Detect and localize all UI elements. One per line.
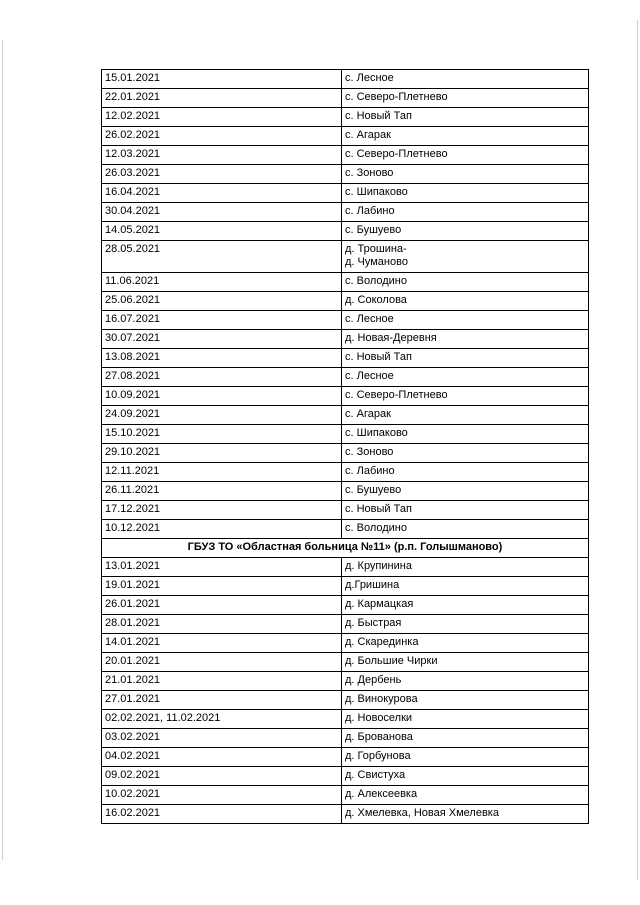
table-row — [102, 596, 589, 615]
settlement-name: с. Новый Тап — [345, 503, 412, 515]
settlement-cell — [342, 425, 589, 444]
table-row — [102, 108, 589, 127]
date-cell: 27.08.2021 — [102, 368, 342, 387]
settlement-name: с. Новый Тап — [345, 110, 412, 122]
table-row — [102, 615, 589, 634]
settlement-cell — [342, 748, 589, 767]
settlement-cell — [342, 165, 589, 184]
table-row — [102, 241, 589, 273]
scan-edge-left — [2, 40, 3, 860]
date-cell: 13.08.2021 — [102, 349, 342, 368]
hospital-section-title: ГБУЗ ТО «Областная больница №11» (р.п. Голышманово) — [102, 539, 589, 558]
table-row — [102, 387, 589, 406]
date-cell: 24.09.2021 — [102, 406, 342, 425]
date-cell: 25.06.2021 — [102, 292, 342, 311]
table-row — [102, 70, 589, 89]
date-cell: 03.02.2021 — [102, 729, 342, 748]
date-cell: 26.02.2021 — [102, 127, 342, 146]
table-row — [102, 634, 589, 653]
date-cell: 16.02.2021 — [102, 805, 342, 824]
settlement-name: с. Агарак — [345, 408, 391, 420]
settlement-cell — [342, 387, 589, 406]
settlement-name: д. Свистуха — [345, 769, 406, 781]
settlement-name: с. Лесное — [345, 313, 394, 325]
settlement-cell — [342, 634, 589, 653]
settlement-cell — [342, 127, 589, 146]
date-cell: 16.07.2021 — [102, 311, 342, 330]
date-cell: 17.12.2021 — [102, 501, 342, 520]
settlement-cell — [342, 710, 589, 729]
settlement-name: с. Володино — [345, 275, 407, 287]
scan-edge-right — [637, 20, 638, 880]
settlement-cell — [342, 691, 589, 710]
date-cell: 12.11.2021 — [102, 463, 342, 482]
table-row — [102, 558, 589, 577]
settlement-cell — [342, 292, 589, 311]
table-row — [102, 406, 589, 425]
settlement-name: с. Лесное — [345, 370, 394, 382]
settlement-name: с. Северо-Плетнево — [345, 389, 448, 401]
table-row — [102, 653, 589, 672]
settlement-cell — [342, 520, 589, 539]
settlement-cell — [342, 501, 589, 520]
settlement-cell — [342, 463, 589, 482]
table-row — [102, 273, 589, 292]
section-header-row — [102, 539, 589, 558]
schedule-table — [101, 69, 589, 824]
table-row — [102, 349, 589, 368]
date-cell: 13.01.2021 — [102, 558, 342, 577]
date-cell: 22.01.2021 — [102, 89, 342, 108]
settlement-cell — [342, 786, 589, 805]
settlement-name: д. Быстрая — [345, 617, 402, 629]
settlement-cell — [342, 482, 589, 501]
date-cell: 12.03.2021 — [102, 146, 342, 165]
date-cell: 28.05.2021 — [102, 241, 342, 273]
date-cell: 28.01.2021 — [102, 615, 342, 634]
table-row — [102, 805, 589, 824]
settlement-name: д. Винокурова — [345, 693, 418, 705]
date-cell: 15.10.2021 — [102, 425, 342, 444]
table-row — [102, 368, 589, 387]
date-cell: 21.01.2021 — [102, 672, 342, 691]
table-row — [102, 330, 589, 349]
settlement-cell — [342, 330, 589, 349]
settlement-name: с. Лесное — [345, 72, 394, 84]
table-row — [102, 203, 589, 222]
schedule-table-body — [102, 70, 589, 824]
settlement-name: д. Хмелевка, Новая Хмелевка — [345, 807, 499, 819]
date-cell: 27.01.2021 — [102, 691, 342, 710]
settlement-name: д. Трошина- — [345, 243, 407, 255]
settlement-name: д.Гришина — [345, 579, 400, 591]
settlement-name: д. Новая-Деревня — [345, 332, 437, 344]
date-cell: 14.05.2021 — [102, 222, 342, 241]
table-row — [102, 463, 589, 482]
table-row — [102, 311, 589, 330]
settlement-cell — [342, 184, 589, 203]
settlement-cell — [342, 672, 589, 691]
settlement-cell — [342, 241, 589, 273]
settlement-name: с. Бушуево — [345, 484, 402, 496]
settlement-cell — [342, 311, 589, 330]
settlement-cell — [342, 596, 589, 615]
table-row — [102, 184, 589, 203]
date-cell: 19.01.2021 — [102, 577, 342, 596]
settlement-cell — [342, 203, 589, 222]
date-cell: 16.04.2021 — [102, 184, 342, 203]
settlement-cell — [342, 615, 589, 634]
settlement-name: д. Дербень — [345, 674, 402, 686]
date-cell: 10.09.2021 — [102, 387, 342, 406]
settlement-name: с. Северо-Плетнево — [345, 91, 448, 103]
settlement-name: с. Зоново — [345, 446, 394, 458]
date-cell: 12.02.2021 — [102, 108, 342, 127]
settlement-cell — [342, 89, 589, 108]
settlement-name: с. Агарак — [345, 129, 391, 141]
settlement-name: с. Володино — [345, 522, 407, 534]
date-cell: 30.04.2021 — [102, 203, 342, 222]
table-row — [102, 748, 589, 767]
settlement-name: д. Новоселки — [345, 712, 413, 724]
date-cell: 20.01.2021 — [102, 653, 342, 672]
settlement-name: д. Кармацкая — [345, 598, 414, 610]
date-cell: 29.10.2021 — [102, 444, 342, 463]
settlement-name: с. Лабино — [345, 465, 395, 477]
table-row — [102, 146, 589, 165]
settlement-name: д. Алексеевка — [345, 788, 418, 800]
settlement-cell — [342, 805, 589, 824]
settlement-name: д. Чуманово — [345, 256, 408, 268]
date-cell: 15.01.2021 — [102, 70, 342, 89]
settlement-cell — [342, 653, 589, 672]
date-cell: 14.01.2021 — [102, 634, 342, 653]
settlement-cell — [342, 108, 589, 127]
date-cell: 09.02.2021 — [102, 767, 342, 786]
date-cell: 11.06.2021 — [102, 273, 342, 292]
table-row — [102, 425, 589, 444]
table-row — [102, 482, 589, 501]
settlement-name: с. Шипаково — [345, 427, 408, 439]
settlement-cell — [342, 558, 589, 577]
settlement-name: с. Бушуево — [345, 224, 402, 236]
settlement-name: д. Скарединка — [345, 636, 419, 648]
settlement-name: д. Крупинина — [345, 560, 412, 572]
date-cell: 04.02.2021 — [102, 748, 342, 767]
table-row — [102, 577, 589, 596]
settlement-name: д. Большие Чирки — [345, 655, 438, 667]
settlement-cell — [342, 222, 589, 241]
table-row — [102, 672, 589, 691]
settlement-cell — [342, 70, 589, 89]
settlement-cell — [342, 406, 589, 425]
date-cell: 10.02.2021 — [102, 786, 342, 805]
settlement-cell — [342, 767, 589, 786]
settlement-name: с. Зоново — [345, 167, 394, 179]
date-cell: 26.01.2021 — [102, 596, 342, 615]
settlement-name: с. Лабино — [345, 205, 395, 217]
settlement-name: с. Северо-Плетнево — [345, 148, 448, 160]
settlement-cell — [342, 444, 589, 463]
date-cell: 26.03.2021 — [102, 165, 342, 184]
date-cell: 02.02.2021, 11.02.2021 — [102, 710, 342, 729]
table-row — [102, 710, 589, 729]
table-row — [102, 127, 589, 146]
table-row — [102, 691, 589, 710]
date-cell: 10.12.2021 — [102, 520, 342, 539]
table-row — [102, 165, 589, 184]
settlement-cell — [342, 349, 589, 368]
settlement-name: д. Соколова — [345, 294, 407, 306]
settlement-name: с. Новый Тап — [345, 351, 412, 363]
settlement-cell — [342, 368, 589, 387]
settlement-cell — [342, 146, 589, 165]
table-row — [102, 222, 589, 241]
date-cell: 30.07.2021 — [102, 330, 342, 349]
settlement-cell — [342, 729, 589, 748]
table-row — [102, 444, 589, 463]
table-row — [102, 501, 589, 520]
table-row — [102, 89, 589, 108]
table-row — [102, 520, 589, 539]
table-row — [102, 729, 589, 748]
settlement-cell — [342, 577, 589, 596]
settlement-name: д. Брованова — [345, 731, 413, 743]
table-row — [102, 292, 589, 311]
settlement-name: д. Горбунова — [345, 750, 411, 762]
table-row — [102, 767, 589, 786]
table-row — [102, 786, 589, 805]
settlement-name: с. Шипаково — [345, 186, 408, 198]
date-cell: 26.11.2021 — [102, 482, 342, 501]
settlement-cell — [342, 273, 589, 292]
